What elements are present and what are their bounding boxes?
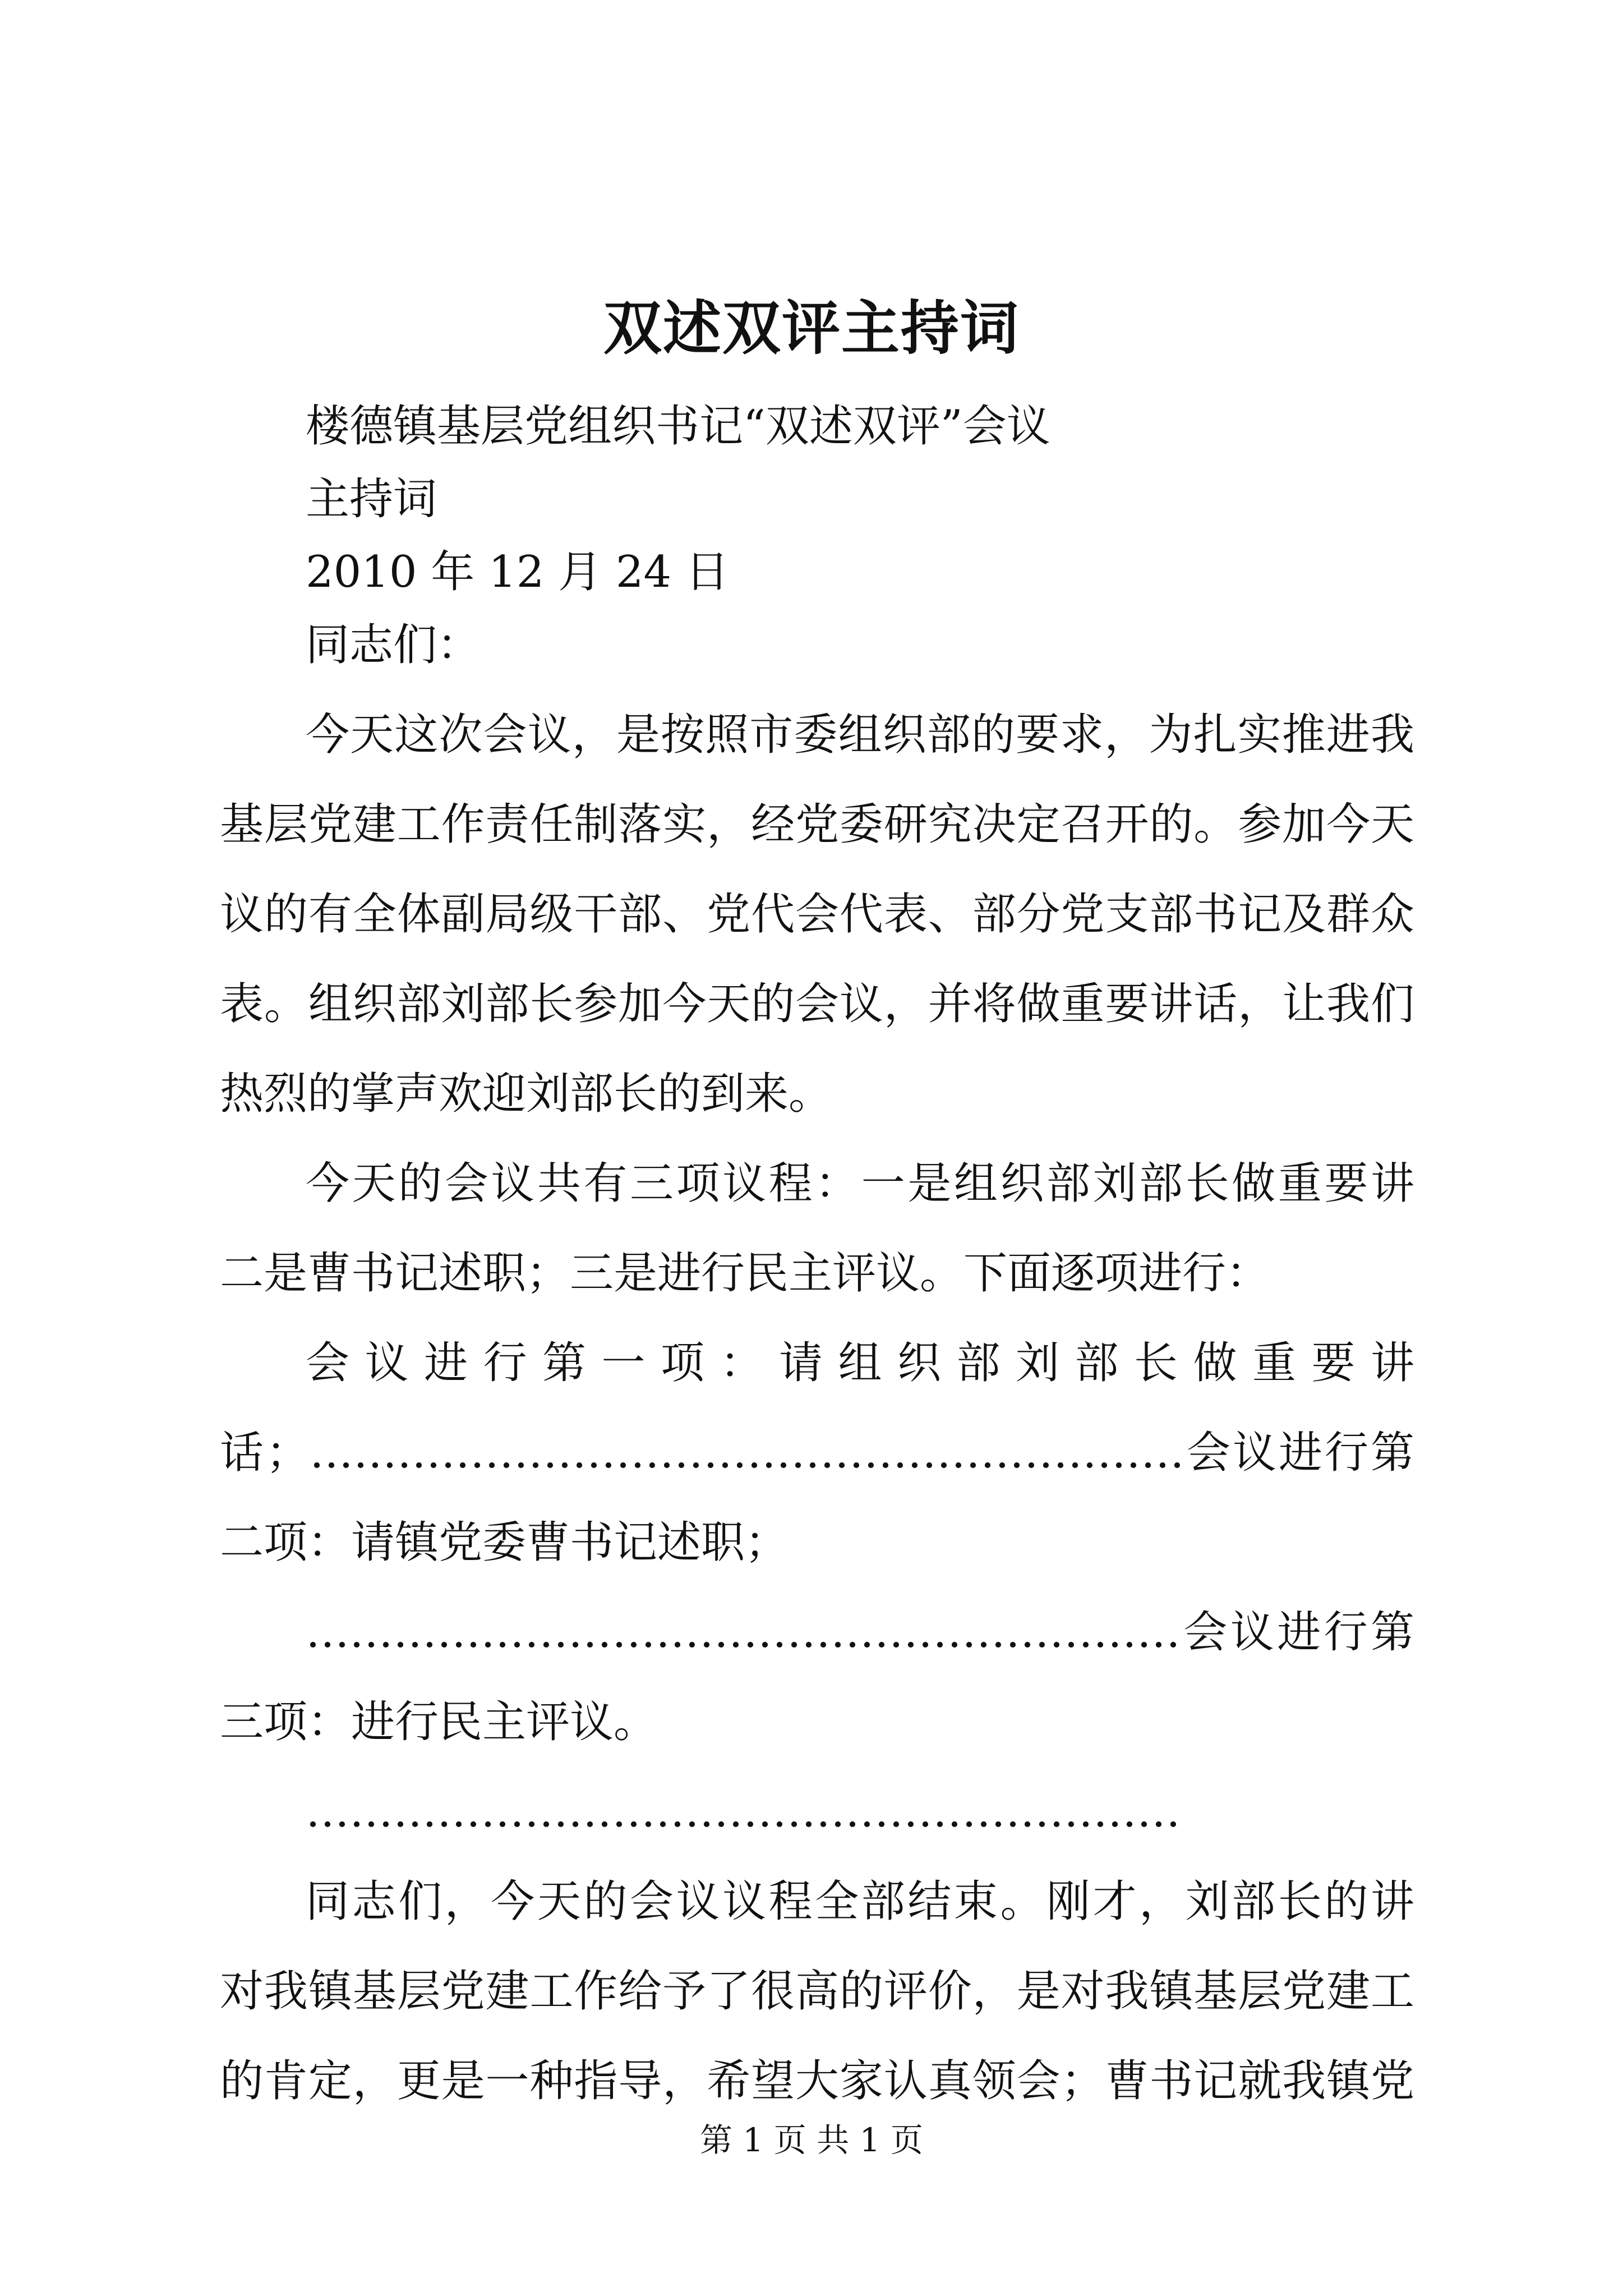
closing-line: 同志们，今天的会议议程全部结束。刚才，刘部长的讲 — [306, 1876, 1414, 1927]
page-footer: 第 1 页 共 1 页 — [700, 2121, 923, 2159]
closing-line: 的肯定，更是一种指导，希望大家认真领会；曹书记就我镇党 — [220, 2056, 1414, 2106]
agenda-line: 三项：进行民主评议。 — [220, 1697, 658, 1747]
agenda-line: 会议进行第一项：请组织部刘部长做重要讲 — [306, 1338, 1414, 1388]
closing-line: 对我镇基层党建工作给予了很高的评价，是对我镇基层党建工 — [220, 1966, 1414, 2017]
agenda-line: 二项：请镇党委曹书记述职； — [220, 1517, 789, 1568]
paragraph-line: 基层党建工作责任制落实，经党委研究决定召开的。参加今天 — [220, 799, 1414, 850]
agenda-line: ……………………………………………………会议进行第 — [306, 1607, 1414, 1658]
paragraph-line: 表。组织部刘部长参加今天的会议，并将做重要讲话，让我们 — [220, 979, 1414, 1029]
paragraph-line: 热烈的掌声欢迎刘部长的到来。 — [220, 1069, 833, 1119]
subtitle-line: 楼德镇基层党组织书记“双述双评”会议 — [306, 401, 1050, 452]
paragraph-line: 今天的会议共有三项议程：一是组织部刘部长做重要讲 — [306, 1158, 1414, 1209]
greeting-line: 同志们： — [306, 620, 481, 670]
date-line: 2010 年 12 月 24 日 — [306, 547, 729, 597]
paragraph-line: 议的有全体副局级干部、党代会代表、部分党支部书记及群众 — [220, 889, 1414, 940]
paragraph-line: 二是曹书记述职；三是进行民主评议。下面逐项进行： — [220, 1248, 1270, 1299]
subtitle-line-2: 主持词 — [306, 474, 437, 524]
agenda-line: 话；……………………………………………………会议进行第 — [220, 1428, 1414, 1478]
paragraph-line: 今天这次会议，是按照市委组织部的要求，为扎实推进我 — [306, 710, 1414, 760]
document-title: 双述双评主持词 — [603, 293, 1020, 362]
agenda-dots-line: …………………………………………………… — [306, 1787, 1181, 1837]
